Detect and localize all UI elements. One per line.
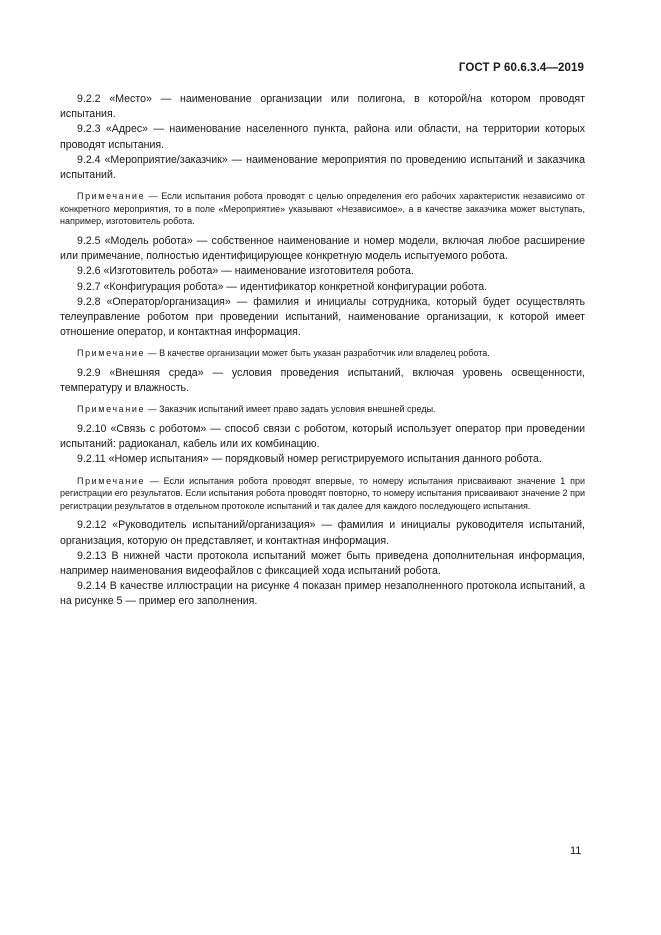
paragraph-9-2-3: 9.2.3 «Адрес» — наименование населенного пункта, района или области, на территории которых проводят испытания. (60, 123, 585, 151)
note-text: — Если испытания робота проводят впервые, то номеру испытания присваивают значение 1 при регистрации его результатов. Если испытания робота проводят повторно, то номеру испытания присваивают значение 2 при регистрации результатов в отдельном протоколе испытаний и так далее для каждого последующего испытания. (60, 475, 585, 511)
paragraph-9-2-11: 9.2.11 «Номер испытания» — порядковый номер регистрируемого испытания данного робота. (77, 453, 542, 466)
paragraph-9-2-6: 9.2.6 «Изготовитель робота» — наименование изготовителя робота. (77, 265, 414, 278)
paragraph-9-2-5: 9.2.5 «Модель робота» — собственное наименование и номер модели, включая любое расширение или примечание, полностью идентифицирующее конкретную модель испытуемого робота. (60, 235, 585, 263)
note-label: Примечание (77, 475, 146, 486)
document-body (60, 92, 585, 610)
note-text: — Если испытания робота проводят с целью определения его рабочих характеристик независимо от конкретного мероприятия, то в поле «Мероприятие» указывают «Независимое», а в качестве заказчика может выступать, например, изготовитель робота. (60, 191, 585, 227)
note-label: Примечание (77, 404, 146, 415)
document-id-header: ГОСТ Р 60.6.3.4—2019 (458, 62, 584, 74)
paragraph-9-2-14: 9.2.14 В качестве иллюстрации на рисунке 4 показан пример незаполненного протокола испытаний, а на рисунке 5 — пример его заполнения. (60, 580, 585, 608)
paragraph-9-2-12: 9.2.12 «Руководитель испытаний/организация» — фамилия и инициалы руководителя испытаний, организация, которую он представляет, и контактная информация. (60, 519, 585, 547)
note-text: — Заказчик испытаний имеет право задать условия внешней среды. (145, 404, 436, 415)
note-organization (60, 347, 585, 360)
note-text: — В качестве организации может быть указан разработчик или владелец робота. (145, 348, 490, 359)
note-label: Примечание (77, 348, 146, 359)
page-number: 11 (570, 845, 582, 857)
note-label: Примечание (77, 191, 146, 202)
paragraph-9-2-9: 9.2.9 «Внешняя среда» — условия проведения испытаний, включая уровень освещенности, температуру и влажность. (60, 367, 585, 395)
note-event (60, 190, 585, 228)
paragraph-9-2-2: 9.2.2 «Место» — наименование организации или полигона, в которой/на котором проводят испытания. (60, 93, 585, 121)
note-environment (60, 403, 585, 416)
paragraph-9-2-7: 9.2.7 «Конфигурация робота» — идентификатор конкретной конфигурации робота. (77, 280, 488, 293)
note-test-number (60, 475, 585, 513)
paragraph-9-2-13: 9.2.13 В нижней части протокола испытаний может быть приведена дополнительная информация, например наименования видеофайлов с фиксацией хода испытаний робота. (60, 549, 585, 578)
paragraph-9-2-4: 9.2.4 «Мероприятие/заказчик» — наименование мероприятия по проведению испытаний и заказчика испытаний. (60, 153, 585, 182)
paragraph-9-2-10: 9.2.10 «Связь с роботом» — способ связи с роботом, который использует оператор при проведении испытаний: радиоканал, кабель или их комбинацию. (60, 423, 585, 451)
paragraph-9-2-8: 9.2.8 «Оператор/организация» — фамилия и инициалы сотрудника, который будет осуществлять телеуправление роботом при проведении испытаний, наименование организации, к которой имеет отношение оператор, и контактная информация. (60, 295, 585, 339)
